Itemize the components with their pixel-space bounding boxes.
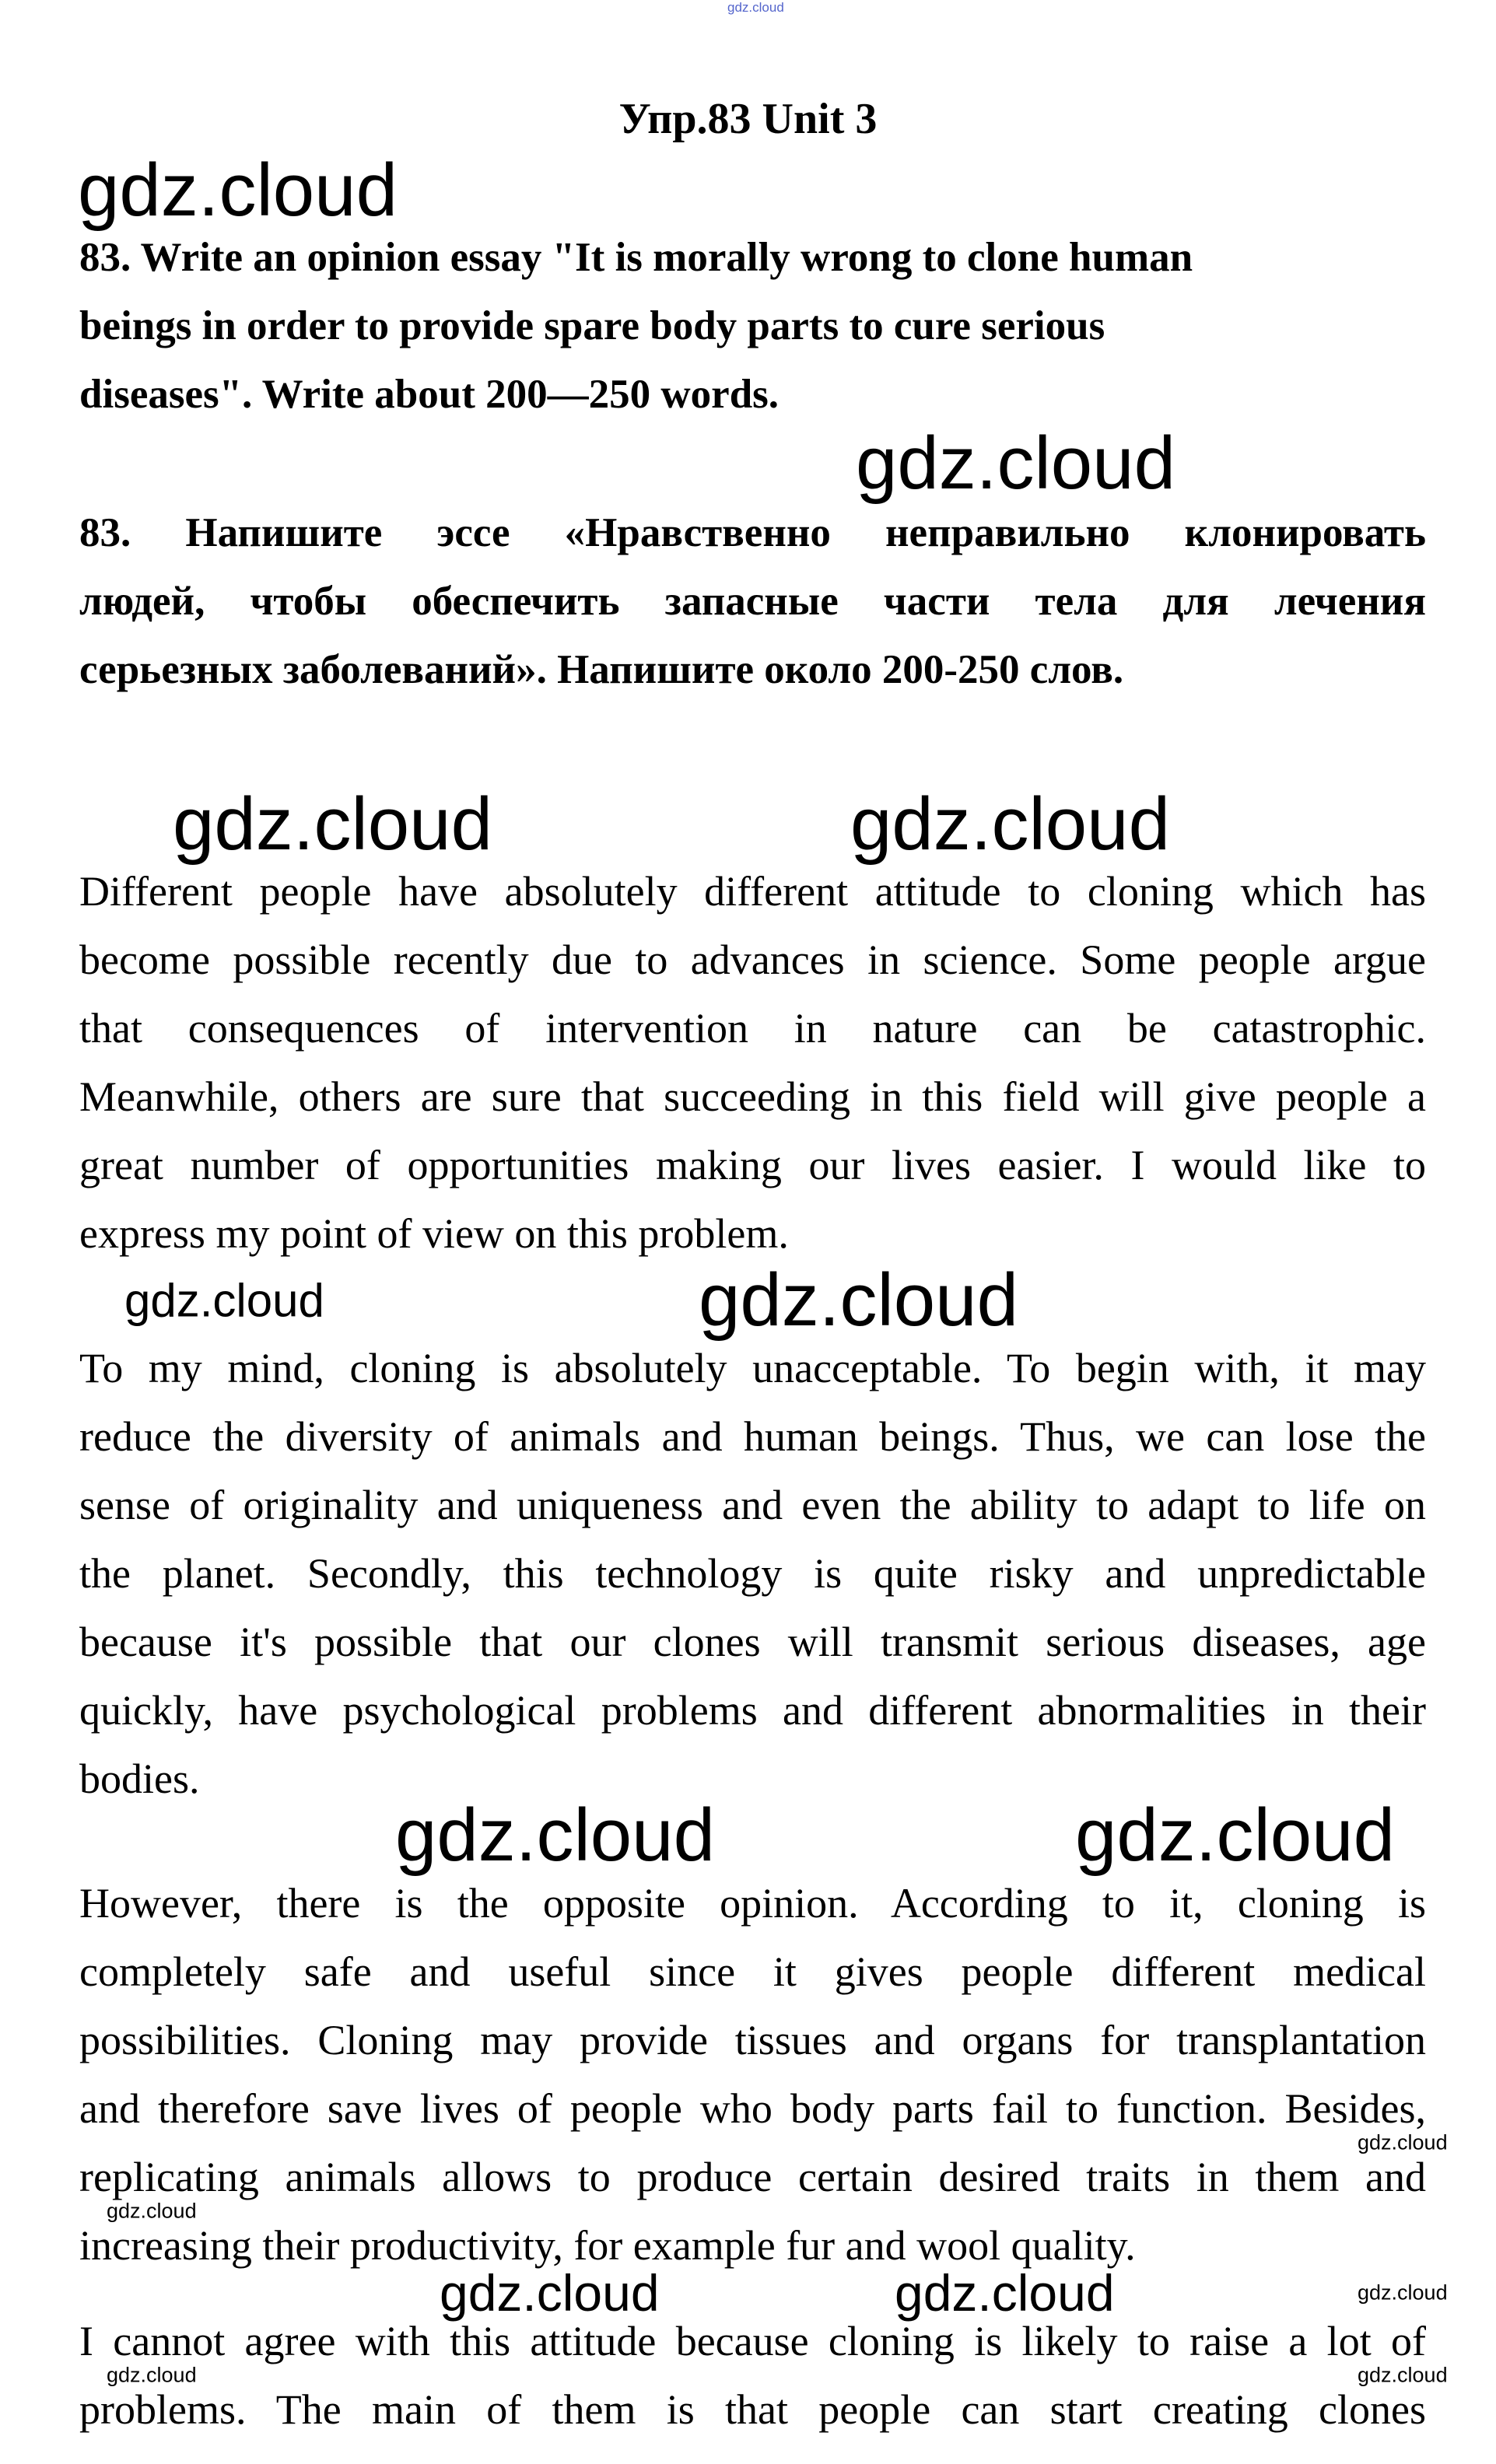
watermark: gdz.cloud [850,782,1170,866]
watermark: gdz.cloud [124,1274,324,1327]
text-line: To my mind, cloning is absolutely unacceptable. To begin with, it may [79,1345,1426,1391]
text-line: that consequences of intervention in nature can be catastrophic. [79,1005,1426,1052]
watermark: gdz.cloud [1358,2130,1448,2154]
watermark: gdz.cloud [78,149,398,233]
text-line: diseases". Write about 200—250 words. [79,372,780,417]
essay-paragraph-1 [79,868,1426,1279]
watermark: gdz.cloud [1075,1794,1395,1878]
watermark: gdz.cloud [1358,2363,1448,2387]
text-line: bodies. [79,1755,200,1802]
watermark: gdz.cloud [856,422,1175,506]
text-line: I cannot agree with this attitude because cloning is likely to raise a lot of [79,2318,1426,2364]
text-line: increasing their productivity, for example fur and wool quality. [79,2222,1136,2269]
text-line: express my point of view on this problem. [79,1210,789,1257]
text-line: and therefore save lives of people who body parts fail to function. Besides, [79,2085,1426,2132]
watermark: gdz.cloud [173,782,492,866]
essay-paragraph-4 [79,2318,1426,2455]
text-line: great number of opportunities making our lives easier. I would like to [79,1142,1426,1188]
watermark: gdz.cloud [699,1258,1018,1342]
text-line: possibilities. Cloning may provide tissues and organs for transplantation [79,2017,1426,2063]
text-line: 83. Write an opinion essay "It is morally wrong to clone human [79,235,1193,280]
task-russian [79,509,1426,715]
watermark: gdz.cloud [395,1794,715,1878]
text-line: reduce the diversity of animals and human beings. Thus, we can lose the [79,1413,1426,1460]
text-line: the planet. Secondly, this technology is quite risky and unpredictable [79,1550,1426,1597]
text-line: Meanwhile, others are sure that succeeding in this field will give people a [79,1073,1426,1120]
watermark: gdz.cloud [1358,2280,1448,2305]
text-line: completely safe and useful since it gives people different medical [79,1948,1426,1995]
text-line: quickly, have psychological problems and different abnormalities in their [79,1687,1426,1734]
text-line: sense of originality and uniqueness and even the ability to adapt to life on [79,1482,1426,1528]
essay-paragraph-3 [79,1880,1426,2291]
watermark: gdz.cloud [440,2263,660,2322]
watermark: gdz.cloud [727,0,784,15]
text-line: 83. Напишите эссе «Нравственно неправильно клонировать [79,510,1426,555]
task-english [79,234,1426,439]
page-title: Упр.83 Unit 3 [618,95,878,143]
watermark: gdz.cloud [107,2363,197,2387]
text-line: Different people have absolutely different attitude to cloning which has [79,868,1426,915]
text-line: However, there is the opposite opinion. According to it, cloning is [79,1880,1426,1927]
watermark: gdz.cloud [107,2199,197,2223]
essay-paragraph-2 [79,1345,1426,1824]
text-line: replicating animals allows to produce certain desired traits in them and [79,2154,1426,2200]
text-line: because it's possible that our clones will transmit serious diseases, age [79,1619,1426,1665]
text-line: problems. The main of them is that people can start creating clones [79,2386,1426,2433]
text-line: become possible recently due to advances in science. Some people argue [79,936,1426,983]
watermark: gdz.cloud [895,2263,1115,2322]
text-line: серьезных заболеваний». Напишите около 200-250 слов. [79,647,1124,692]
text-line: людей, чтобы обеспечить запасные части тела для лечения [79,579,1426,624]
text-line: beings in order to provide spare body parts to cure serious [79,303,1105,348]
